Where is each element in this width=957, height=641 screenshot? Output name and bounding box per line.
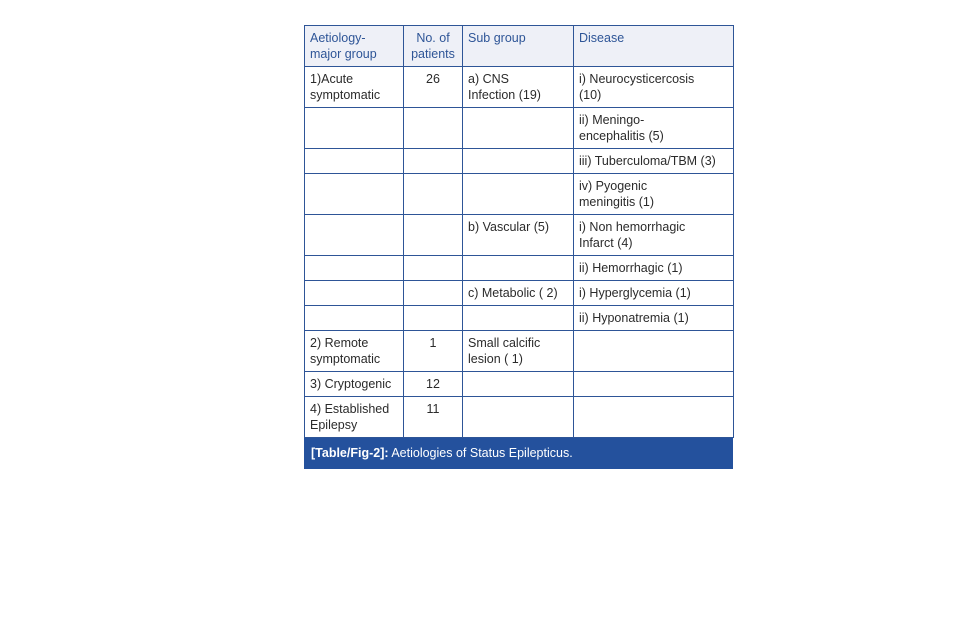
caption-text: Aetiologies of Status Epilepticus.: [388, 446, 573, 460]
table-row: [305, 149, 734, 174]
cell-disease: i) Neurocysticercosis (10): [574, 67, 734, 108]
cell-disease: [574, 397, 734, 438]
table-row: [305, 372, 734, 397]
cell-subgroup: [463, 372, 574, 397]
cell-patients: 12: [404, 372, 463, 397]
cell-patients: [404, 281, 463, 306]
cell-subgroup: a) CNS Infection (19): [463, 67, 574, 108]
cell-disease: ii) Meningo- encephalitis (5): [574, 108, 734, 149]
cell-disease: i) Hyperglycemia (1): [574, 281, 734, 306]
header-patients: No. of patients: [404, 26, 463, 67]
cell-patients: [404, 149, 463, 174]
cell-aetiology: [305, 149, 404, 174]
cell-subgroup: [463, 174, 574, 215]
table-row: [305, 306, 734, 331]
cell-subgroup: [463, 108, 574, 149]
cell-patients: [404, 256, 463, 281]
cell-aetiology: [305, 215, 404, 256]
table-row: [305, 174, 734, 215]
cell-patients: [404, 174, 463, 215]
header-aetiology: Aetiology- major group: [305, 26, 404, 67]
cell-aetiology: 1)Acute symptomatic: [305, 67, 404, 108]
cell-subgroup: Small calcific lesion ( 1): [463, 331, 574, 372]
cell-patients: [404, 215, 463, 256]
table-row: [305, 331, 734, 372]
cell-disease: ii) Hemorrhagic (1): [574, 256, 734, 281]
table-row: [305, 281, 734, 306]
header-disease: Disease: [574, 26, 734, 67]
cell-patients: 26: [404, 67, 463, 108]
cell-aetiology: [305, 174, 404, 215]
cell-subgroup: b) Vascular (5): [463, 215, 574, 256]
cell-subgroup: [463, 256, 574, 281]
table-header-row: [305, 26, 734, 67]
cell-patients: 11: [404, 397, 463, 438]
table-caption: [304, 438, 733, 469]
cell-disease: ii) Hyponatremia (1): [574, 306, 734, 331]
cell-disease: [574, 372, 734, 397]
cell-subgroup: [463, 397, 574, 438]
table-row: [305, 67, 734, 108]
cell-aetiology: 2) Remote symptomatic: [305, 331, 404, 372]
table-row: [305, 397, 734, 438]
cell-aetiology: 4) Established Epilepsy: [305, 397, 404, 438]
cell-aetiology: [305, 306, 404, 331]
cell-aetiology: [305, 256, 404, 281]
cell-aetiology: [305, 108, 404, 149]
cell-patients: [404, 108, 463, 149]
cell-disease: i) Non hemorrhagic Infarct (4): [574, 215, 734, 256]
aetiology-table: [304, 25, 734, 438]
cell-subgroup: [463, 149, 574, 174]
cell-patients: [404, 306, 463, 331]
cell-patients: 1: [404, 331, 463, 372]
header-subgroup: Sub group: [463, 26, 574, 67]
cell-disease: iv) Pyogenic meningitis (1): [574, 174, 734, 215]
cell-disease: iii) Tuberculoma/TBM (3): [574, 149, 734, 174]
caption-label: [Table/Fig-2]:: [311, 446, 389, 460]
table-figure: [304, 25, 733, 469]
table-row: [305, 256, 734, 281]
cell-aetiology: [305, 281, 404, 306]
cell-disease: [574, 331, 734, 372]
cell-subgroup: [463, 306, 574, 331]
table-row: [305, 215, 734, 256]
cell-subgroup: c) Metabolic ( 2): [463, 281, 574, 306]
table-row: [305, 108, 734, 149]
cell-aetiology: 3) Cryptogenic: [305, 372, 404, 397]
